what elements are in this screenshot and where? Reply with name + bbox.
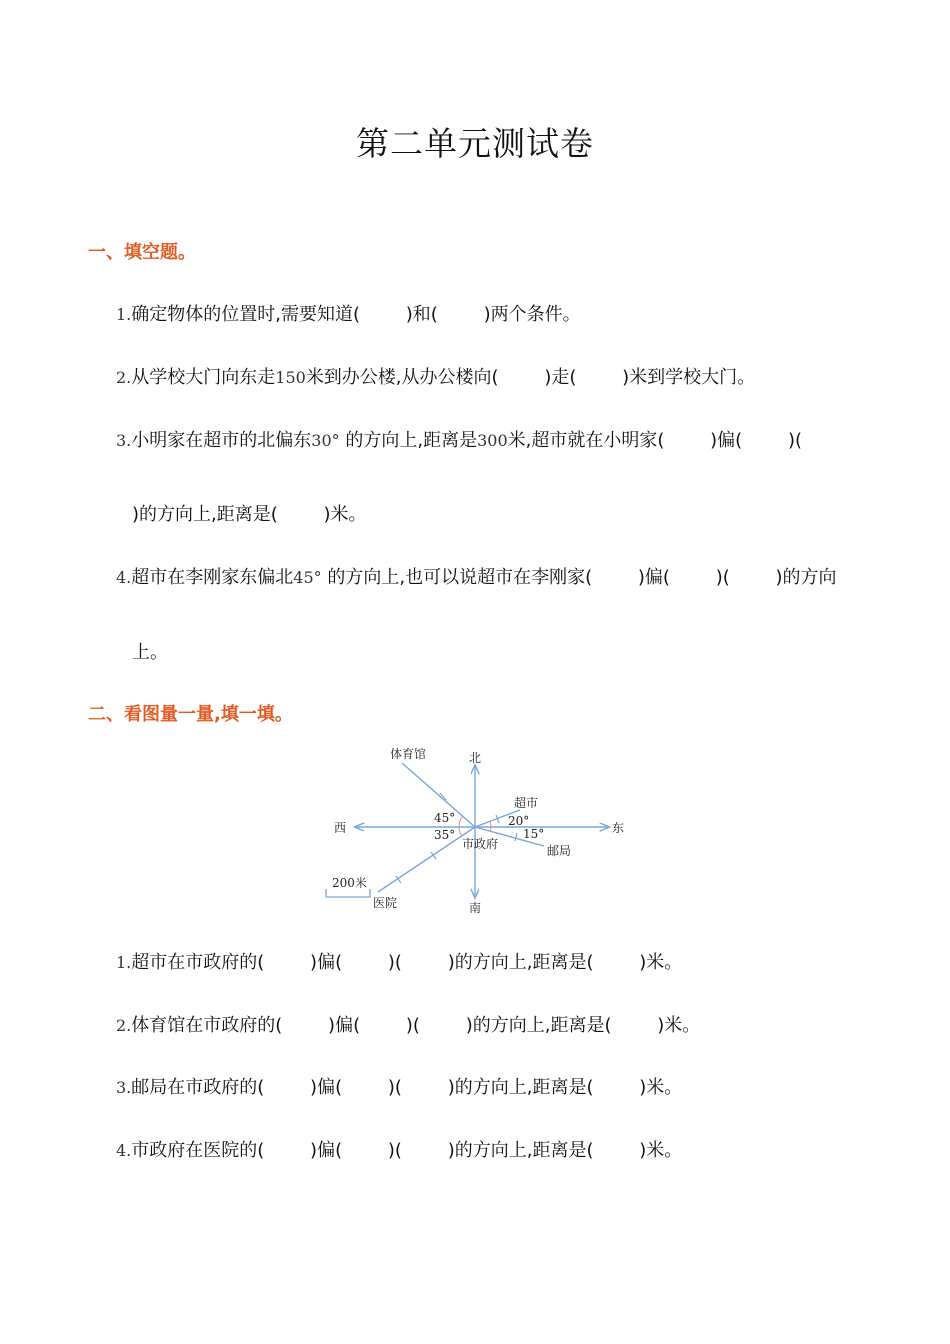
question-value: 30° [311,431,340,450]
direction-map-figure [320,742,640,922]
question-text: 米到办公楼,从办公楼向( )走( )米到学校大门。 [305,367,756,388]
angle-label-supermarket: 20° [508,814,530,828]
gym-label: 体育馆 [390,747,427,761]
angle-arc [490,821,491,827]
supermarket-label: 超市 [514,796,539,810]
scale-bar [326,889,370,897]
north-label: 北 [469,751,482,765]
section-heading-fill-blank: 一、填空题。 [88,242,196,263]
angle-label-gym: 45° [434,811,456,825]
question-text: 超市在市政府的( )偏( )( )的方向上,距离是( )米。 [131,952,683,973]
question-number: 1. [116,953,132,972]
question-text: 的方向上,也可以说超市在李刚家( )偏( )( )的方向 [327,567,837,588]
page-title: 第二单元测试卷 [356,124,594,163]
angle-arc [459,827,462,836]
hospital-label: 医院 [373,896,398,910]
question-number: 1. [116,305,132,324]
question-value: 300 [477,431,508,450]
question-1-3 [116,426,802,452]
tick-mark [515,833,517,841]
question-text: 从学校大门向东走 [131,367,276,388]
question-1-1 [116,300,581,326]
question-number: 4. [116,1141,132,1160]
question-number: 2. [116,368,132,387]
question-text: 邮局在市政府的( )偏( )( )的方向上,距离是( )米。 [131,1077,683,1098]
question-text: 确定物体的位置时,需要知道( )和( )两个条件。 [131,304,581,325]
question-1-2 [116,363,755,389]
ray-hospital [378,827,475,892]
question-value: 45° [293,568,322,587]
center-label: 市政府 [462,837,499,851]
question-2-4 [116,1136,682,1162]
question-text: 小明家在超市的北偏东 [131,430,312,451]
question-2-3 [116,1073,682,1099]
question-value: 150 [275,368,306,387]
question-text: 体育馆在市政府的( )偏( )( )的方向上,距离是( )米。 [131,1015,701,1036]
angle-arc [459,816,463,827]
question-number: 3. [116,431,132,450]
section-heading-measure: 二、看图量一量,填一填。 [88,704,293,725]
question-2-1 [116,948,682,974]
angle-label-post: 15° [523,827,545,841]
question-number: 4. [116,568,132,587]
question-text: 米,超市就在小明家( )偏( )( [507,430,803,451]
post-office-label: 邮局 [547,844,572,858]
west-label: 西 [334,821,347,835]
question-1-3-continued: )的方向上,距离是( )米。 [132,504,367,525]
question-number: 3. [116,1078,132,1097]
question-number: 2. [116,1016,132,1035]
question-2-2 [116,1011,700,1037]
question-text: 超市在李刚家东偏北 [131,567,294,588]
angle-label-hospital: 35° [434,828,456,842]
east-label: 东 [612,821,625,835]
question-1-4-continued: 上。 [132,642,168,663]
scale-label: 200米 [332,876,367,890]
question-1-4 [116,563,837,589]
question-text: 市政府在医院的( )偏( )( )的方向上,距离是( )米。 [131,1140,683,1161]
south-label: 南 [469,901,482,915]
question-text: 的方向上,距离是 [345,430,478,451]
